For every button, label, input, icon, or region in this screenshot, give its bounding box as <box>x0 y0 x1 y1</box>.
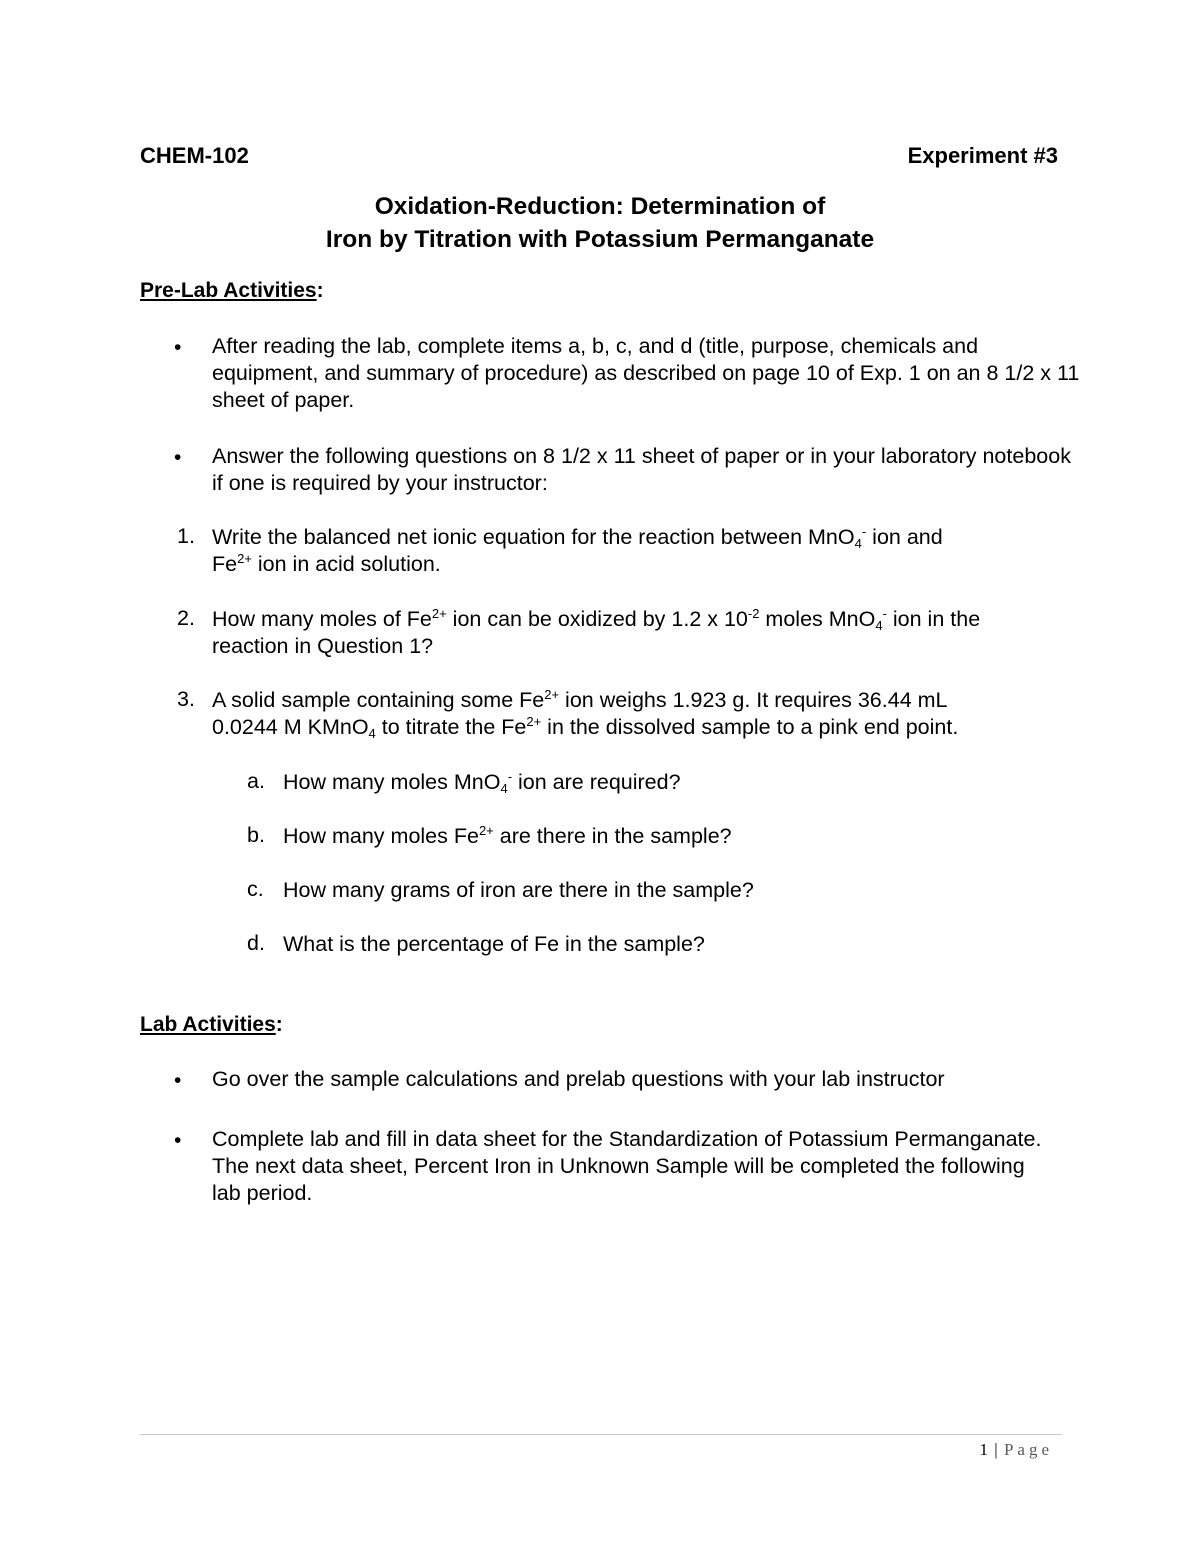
subquestion-a-letter: a. <box>247 769 265 793</box>
question-1-number: 1. <box>177 524 195 548</box>
prelab-heading-text: Pre-Lab Activities <box>140 279 317 302</box>
subquestion-b: How many moles $Fe^{2+}$ are there in the sample? <box>283 823 732 848</box>
course-code: CHEM-102 <box>140 143 249 168</box>
bullet-icon: • <box>174 336 182 359</box>
bullet-icon: • <box>174 446 182 469</box>
page-separator: | <box>994 1440 999 1459</box>
subquestion-a: How many moles MnO$_4$- ion are required? <box>283 769 681 796</box>
page-number: 1 <box>979 1440 990 1459</box>
prelab-heading <box>140 279 324 303</box>
lab-bullet-1: Go over the sample calculations and prelab questions with your lab instructor <box>212 1067 945 1091</box>
experiment-number: Experiment #3 <box>907 143 1058 168</box>
subquestion-b-letter: b. <box>247 823 265 847</box>
bullet-icon: • <box>174 1069 182 1092</box>
page-label: Page <box>1003 1440 1053 1459</box>
subquestion-c-letter: c. <box>247 877 264 901</box>
lab-heading <box>140 1013 283 1037</box>
bullet-icon: • <box>174 1129 182 1152</box>
subquestion-d: What is the percentage of Fe in the sample? <box>283 932 705 956</box>
question-1: Write the balanced net ionic equation for the reaction between MnO$_4$- ion and $Fe^{2+}$ ion in acid solution. <box>212 524 943 576</box>
question-3: A solid sample containing some $Fe^{2+}$ ion weighs 1.923 g. It requires 36.44 mL 0.0244 M KMnO$_4$ to titrate the $Fe^{2+}$ in the dissolved sample to a pink end point. <box>212 687 959 741</box>
prelab-bullet-2: Answer the following questions on 8 1/2 x 11 sheet of paper or in your laboratory notebook if one is required by your instructor: <box>212 444 1071 495</box>
title-line-2: Iron by Titration with Potassium Permanganate <box>325 226 875 253</box>
subquestion-d-letter: d. <box>247 931 265 955</box>
prelab-bullet-1: After reading the lab, complete items a, b, c, and d (title, purpose, chemicals and equipment, and summary of procedure) as described on page 10 of Exp. 1 on an 8 1/2 x 11 sheet of paper. <box>212 334 1080 412</box>
footer-divider <box>140 1434 1062 1435</box>
lab-heading-text: Lab Activities <box>140 1013 276 1036</box>
title-line-1: Oxidation-Reduction: Determination of <box>374 193 826 220</box>
lab-heading-colon: : <box>275 1013 283 1036</box>
question-2-number: 2. <box>177 606 195 630</box>
question-3-number: 3. <box>177 687 195 711</box>
lab-bullet-2: Complete lab and fill in data sheet for the Standardization of Potassium Permanganate. The next data sheet, Percent Iron in Unknown Sample will be completed the following lab period. <box>212 1127 1042 1205</box>
prelab-heading-colon: : <box>316 279 324 302</box>
question-2: How many moles of $Fe^{2+}$ ion can be oxidized by 1.2 x $10^{-2}$ moles MnO$_4$- ion in the reaction in Question 1? <box>212 606 981 658</box>
page-footer <box>980 1440 1053 1460</box>
subquestion-c: How many grams of iron are there in the sample? <box>283 878 754 902</box>
